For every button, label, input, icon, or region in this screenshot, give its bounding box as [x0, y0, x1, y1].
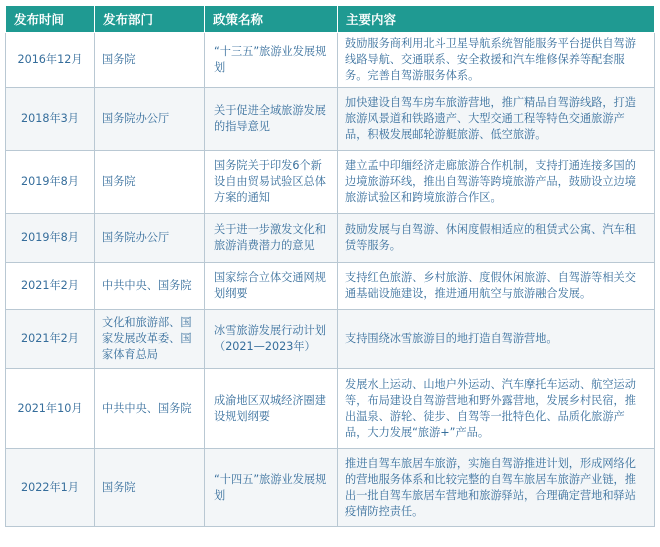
cell-dept: 中共中央、国务院: [95, 263, 205, 310]
cell-policy: 冰雪旅游发展行动计划（2021—2023年）: [205, 310, 338, 369]
cell-policy: 国务院关于印发6个新设自由贸易试验区总体方案的通知: [205, 151, 338, 214]
cell-content: 建立孟中印缅经济走廊旅游合作机制，支持打通连接多国的边境旅游环线，推出自驾游等跨境旅游产品，鼓励设立边境旅游试验区和跨境旅游合作区。: [338, 151, 655, 214]
cell-time: 2021年2月: [6, 263, 95, 310]
cell-content: 鼓励发展与自驾游、休闲度假相适应的租赁式公寓、汽车租赁等服务。: [338, 214, 655, 263]
table-row: [6, 88, 655, 151]
cell-content: 鼓励服务商利用北斗卫星导航系统智能服务平台提供自驾游线路导航、交通联系、安全救援和汽车维修保养等配套服务。完善自驾游服务体系。: [338, 33, 655, 88]
table-row: [6, 33, 655, 88]
header-policy: 政策名称: [205, 6, 338, 33]
cell-dept: 文化和旅游部、国家发展改革委、国家体育总局: [95, 310, 205, 369]
table-row: [6, 263, 655, 310]
cell-time: 2019年8月: [6, 151, 95, 214]
cell-policy: 成渝地区双城经济圈建设规划纲要: [205, 369, 338, 449]
cell-time: 2021年2月: [6, 310, 95, 369]
header-time: 发布时间: [6, 6, 95, 33]
cell-time: 2019年8月: [6, 214, 95, 263]
cell-time: 2016年12月: [6, 33, 95, 88]
cell-policy: “十四五”旅游业发展规划: [205, 449, 338, 527]
cell-policy: 关于进一步激发文化和旅游消费潜力的意见: [205, 214, 338, 263]
cell-policy: 关于促进全域旅游发展的指导意见: [205, 88, 338, 151]
cell-dept: 国务院: [95, 449, 205, 527]
header-dept: 发布部门: [95, 6, 205, 33]
table-row: [6, 214, 655, 263]
cell-content: 加快建设自驾车房车旅游营地，推广精品自驾游线路，打造旅游风景道和铁路遗产、大型交通工程等特色交通旅游产品，积极发展邮轮游艇旅游、低空旅游。: [338, 88, 655, 151]
header-content: 主要内容: [338, 6, 655, 33]
table-row: [6, 310, 655, 369]
cell-time: 2018年3月: [6, 88, 95, 151]
cell-dept: 国务院办公厅: [95, 214, 205, 263]
cell-policy: “十三五”旅游业发展规划: [205, 33, 338, 88]
cell-dept: 国务院办公厅: [95, 88, 205, 151]
cell-policy: 国家综合立体交通网规划纲要: [205, 263, 338, 310]
table-row: [6, 369, 655, 449]
cell-time: 2021年10月: [6, 369, 95, 449]
cell-content: 发展水上运动、山地户外运动、汽车摩托车运动、航空运动等，布局建设自驾游营地和野外露营地，发展乡村民宿，推出温泉、游轮、徒步、自驾等一批特色化、品质化旅游产品，大力发展“旅游+”产品。: [338, 369, 655, 449]
cell-dept: 国务院: [95, 33, 205, 88]
cell-dept: 中共中央、国务院: [95, 369, 205, 449]
cell-content: 支持红色旅游、乡村旅游、度假休闲旅游、自驾游等相关交通基础设施建设，推进通用航空与旅游融合发展。: [338, 263, 655, 310]
cell-content: 支持围绕冰雪旅游目的地打造自驾游营地。: [338, 310, 655, 369]
cell-content: 推进自驾车旅居车旅游，实施自驾游推进计划，形成网络化的营地服务体系和比较完整的自驾车旅居车旅游产业链，推出一批自驾车旅居车营地和旅游驿站，合理确定营地和驿站疫情防控责任。: [338, 449, 655, 527]
table-row: [6, 151, 655, 214]
cell-time: 2022年1月: [6, 449, 95, 527]
header-row: [6, 6, 655, 33]
cell-dept: 国务院: [95, 151, 205, 214]
table-row: [6, 449, 655, 527]
policy-table: [5, 5, 655, 527]
